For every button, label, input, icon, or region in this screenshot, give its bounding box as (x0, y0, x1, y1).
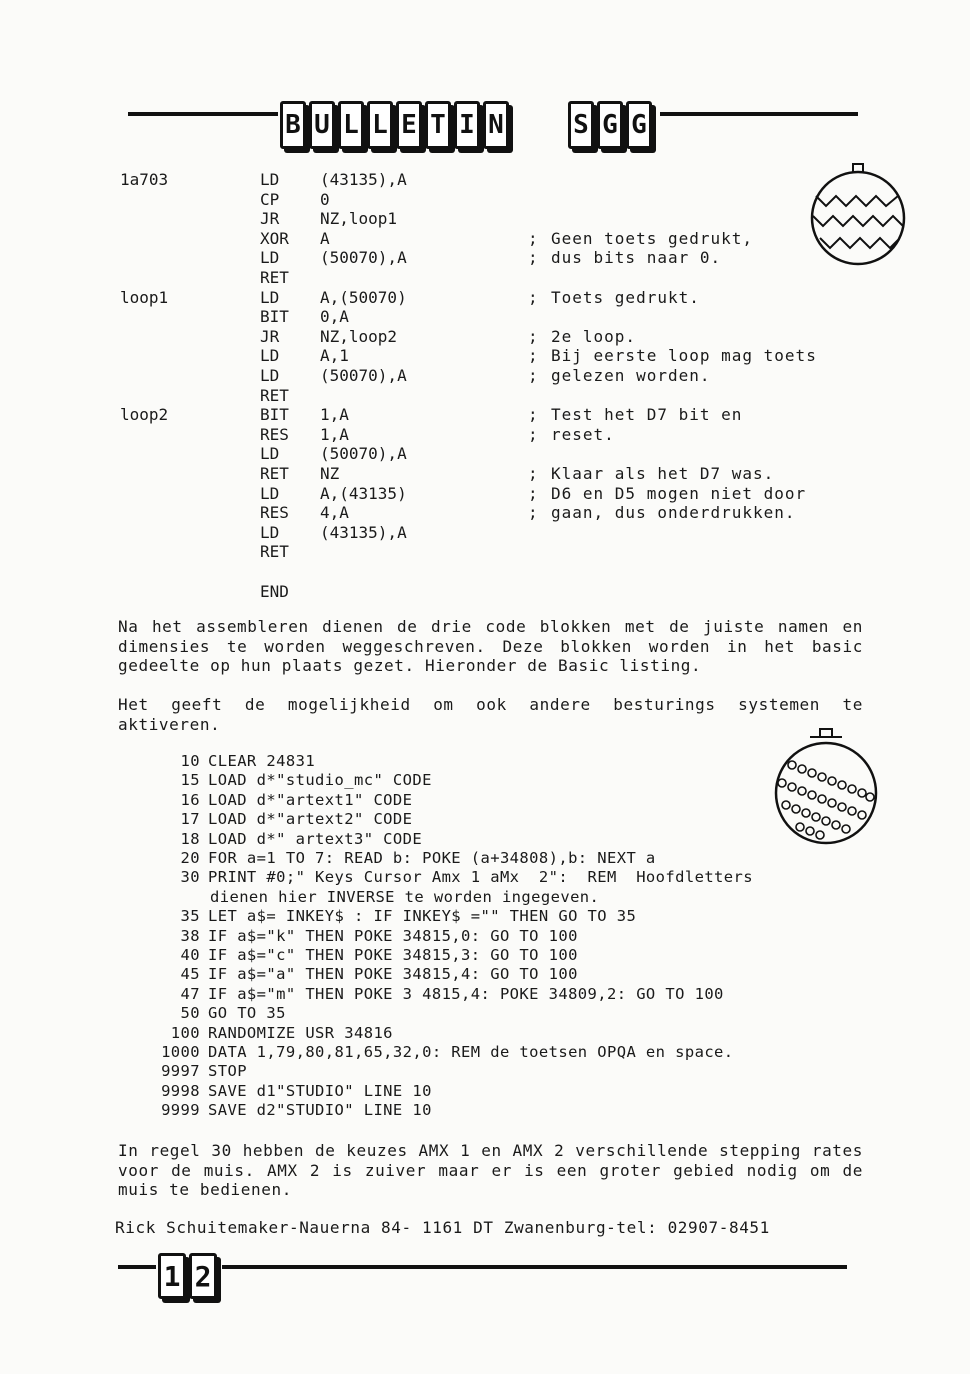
basic-line-number: 9999 (161, 1101, 200, 1120)
asm-comment-marker: ; (528, 287, 538, 307)
basic-line-number: 40 (180, 946, 200, 964)
basic-line (150, 985, 724, 1005)
asm-operand: 0 (320, 189, 330, 209)
asm-line (0, 484, 970, 504)
paragraph-assembly-note: Na het assembleren dienen de drie code blokken met de juiste namen en dimensies te worden weggeschreven. Deze blokken worden in het basic gedeelte op hun plaats gezet. Hieronder de Basic listing. (118, 617, 863, 675)
basic-statement: LOAD d*" artext3" CODE (208, 829, 423, 848)
asm-opcode: LD (260, 170, 280, 189)
basic-line-number: 18 (180, 829, 200, 848)
letter-tile: 1 (158, 1253, 186, 1299)
basic-statement: LOAD d*"studio_mc" CODE (208, 771, 432, 790)
asm-opcode: XOR (260, 228, 289, 248)
basic-statement: CLEAR 24831 (208, 752, 316, 770)
basic-line (150, 771, 432, 791)
letter-tile: G (626, 101, 652, 149)
asm-opcode: END (260, 581, 289, 601)
basic-line-number: 20 (180, 849, 200, 867)
asm-opcode: RET (260, 385, 289, 405)
asm-comment-marker: ; (528, 228, 538, 248)
asm-operand: 1,A (320, 424, 349, 444)
asm-line (0, 327, 970, 347)
basic-line (150, 907, 636, 927)
asm-comment: Test het D7 bit en (551, 405, 743, 425)
basic-line-number: 38 (180, 926, 200, 945)
basic-line (150, 752, 315, 772)
asm-line (0, 542, 970, 562)
basic-line-number: 50 (180, 1004, 200, 1023)
bulletin-title (280, 101, 509, 149)
asm-opcode: LD (260, 248, 280, 268)
asm-opcode: LD (260, 522, 280, 542)
basic-statement: IF a$="k" THEN POKE 34815,0: GO TO 100 (208, 926, 578, 945)
basic-statement: RANDOMIZE USR 34816 (208, 1023, 393, 1042)
basic-statement: GO TO 35 (208, 1004, 286, 1023)
basic-line-number: 17 (180, 810, 200, 829)
basic-statement: LOAD d*"artext1" CODE (208, 790, 413, 809)
asm-comment-marker: ; (528, 346, 538, 366)
basic-statement: SAVE d2"STUDIO" LINE 10 (208, 1101, 432, 1120)
basic-line (150, 1024, 393, 1044)
basic-line-number: 35 (180, 907, 200, 926)
sgg-logo (568, 101, 652, 149)
asm-comment: Geen toets gedrukt, (551, 228, 754, 248)
asm-opcode: LD (260, 444, 280, 464)
asm-comment: Bij eerste loop mag toets (551, 346, 817, 366)
basic-line (150, 830, 422, 850)
asm-opcode: CP (260, 189, 280, 209)
header-rule-left (128, 112, 278, 116)
basic-line-number: 15 (180, 771, 200, 790)
basic-statement: LET a$= INKEY$ : IF INKEY$ ="" THEN GO TO 35 (208, 907, 637, 926)
christmas-bauble-circles-icon (770, 725, 880, 850)
asm-line (0, 288, 970, 308)
asm-operand: NZ,loop1 (320, 209, 398, 229)
asm-opcode: LD (260, 346, 280, 366)
asm-operand: A,1 (320, 346, 349, 366)
asm-opcode: JR (260, 326, 280, 346)
basic-statement: FOR a=1 TO 7: READ b: POKE (a+34808),b: NEXT a (208, 849, 656, 867)
asm-operand: (50070),A (320, 248, 407, 268)
basic-line (150, 946, 578, 966)
basic-line (210, 888, 599, 908)
asm-comment: dus bits naar 0. (551, 248, 722, 268)
asm-label: loop1 (120, 287, 169, 307)
asm-operand: (50070),A (320, 366, 407, 385)
letter-tile: N (483, 101, 509, 149)
asm-operand: (50070),A (320, 444, 407, 464)
basic-line (150, 791, 412, 811)
basic-statement: LOAD d*"artext2" CODE (208, 810, 413, 829)
asm-opcode: BIT (260, 405, 289, 425)
asm-opcode: LD (260, 366, 280, 385)
asm-line (0, 464, 970, 484)
basic-line-number: 9998 (161, 1081, 200, 1100)
asm-opcode: RES (260, 503, 289, 523)
basic-line (150, 927, 578, 947)
paragraph-besturings: Het geeft de mogelijkheid om ook andere besturings systemen te aktiveren. (118, 695, 863, 734)
author-footer: Rick Schuitemaker-Nauerna 84- 1161 DT Zwanenburg-tel: 02907-8451 (115, 1218, 770, 1237)
asm-comment: Klaar als het D7 was. (551, 464, 775, 483)
basic-line (150, 868, 753, 888)
asm-line (0, 523, 970, 543)
basic-line-number: 10 (180, 752, 200, 770)
basic-line (150, 1062, 247, 1082)
header-rule-right (660, 112, 858, 116)
asm-opcode: RET (260, 542, 289, 562)
basic-line-number: 47 (180, 984, 200, 1003)
asm-opcode: LD (260, 287, 280, 307)
letter-tile: S (568, 101, 594, 149)
asm-opcode: RET (260, 268, 289, 287)
asm-line (0, 386, 970, 406)
basic-statement: dienen hier INVERSE te worden ingegeven. (210, 887, 600, 906)
asm-operand: A (320, 228, 330, 248)
asm-comment-marker: ; (528, 366, 538, 385)
asm-comment: 2e loop. (551, 326, 637, 346)
basic-line-number: 30 (180, 868, 200, 887)
letter-tile: T (425, 101, 451, 149)
basic-line-number: 1000 (161, 1043, 200, 1061)
asm-line (0, 425, 970, 445)
basic-line-number: 45 (180, 965, 200, 984)
asm-label: loop2 (120, 405, 169, 425)
asm-opcode: JR (260, 209, 280, 229)
asm-line (0, 307, 970, 327)
basic-statement: STOP (208, 1062, 247, 1081)
basic-statement: IF a$="a" THEN POKE 34815,4: GO TO 100 (208, 965, 578, 984)
asm-opcode: RES (260, 424, 289, 444)
letter-tile: L (367, 101, 393, 149)
basic-statement: SAVE d1"STUDIO" LINE 10 (208, 1081, 432, 1100)
asm-comment-marker: ; (528, 464, 538, 483)
basic-line (150, 849, 656, 869)
basic-line-number: 100 (170, 1023, 200, 1042)
asm-operand: 1,A (320, 405, 349, 425)
asm-opcode: RET (260, 464, 289, 483)
letter-tile: L (338, 101, 364, 149)
asm-comment-marker: ; (528, 503, 538, 523)
letter-tile: I (454, 101, 480, 149)
basic-line (150, 1004, 286, 1024)
basic-statement: IF a$="c" THEN POKE 34815,3: GO TO 100 (208, 946, 578, 964)
asm-line (0, 562, 970, 582)
asm-comment: D6 en D5 mogen niet door (551, 483, 807, 503)
asm-operand: 4,A (320, 503, 349, 523)
basic-statement: PRINT #0;" Keys Cursor Amx 1 aMx 2": REM Hoofdletters (208, 868, 753, 887)
basic-line (150, 1043, 734, 1063)
asm-operand: NZ,loop2 (320, 326, 398, 346)
basic-line (150, 810, 412, 830)
letter-tile: B (280, 101, 306, 149)
asm-line (0, 582, 970, 602)
christmas-bauble-zigzag-icon (800, 160, 910, 270)
asm-comment-marker: ; (528, 326, 538, 346)
asm-operand: (43135),A (320, 522, 407, 542)
asm-comment-marker: ; (528, 405, 538, 425)
basic-line (150, 1101, 432, 1121)
footer-rule-left (118, 1265, 156, 1269)
asm-comment-marker: ; (528, 483, 538, 503)
basic-line-number: 16 (180, 790, 200, 809)
asm-comment-marker: ; (528, 424, 538, 444)
asm-comment: Toets gedrukt. (551, 287, 700, 307)
letter-tile: U (309, 101, 335, 149)
letter-tile: 2 (189, 1253, 217, 1299)
letter-tile: E (396, 101, 422, 149)
asm-opcode: LD (260, 483, 280, 503)
paragraph-stepping: In regel 30 hebben de keuzes AMX 1 en AMX 2 verschillende stepping rates voor de muis. AMX 2 is zuiver maar er is een groter gebied nodig om de muis te bedienen. (118, 1141, 863, 1199)
asm-operand: A,(50070) (320, 287, 407, 307)
asm-comment: reset. (551, 424, 615, 444)
asm-operand: (43135),A (320, 170, 407, 189)
basic-line-number: 9997 (161, 1062, 200, 1081)
page-number (158, 1253, 217, 1299)
basic-line (150, 1082, 432, 1102)
asm-label: 1a703 (120, 170, 169, 189)
asm-line (0, 444, 970, 464)
asm-comment: gelezen worden. (551, 366, 711, 385)
basic-statement: IF a$="m" THEN POKE 3 4815,4: POKE 34809,2: GO TO 100 (208, 984, 724, 1003)
asm-line (0, 366, 970, 386)
basic-line (150, 965, 578, 985)
asm-operand: 0,A (320, 307, 349, 327)
asm-operand: A,(43135) (320, 483, 407, 503)
asm-line (0, 503, 970, 523)
asm-line (0, 268, 970, 288)
letter-tile: G (597, 101, 623, 149)
asm-line (0, 405, 970, 425)
basic-statement: DATA 1,79,80,81,65,32,0: REM de toetsen OPQA en space. (208, 1043, 734, 1061)
asm-line (0, 346, 970, 366)
footer-rule-right (222, 1265, 847, 1269)
asm-opcode: BIT (260, 307, 289, 327)
asm-comment-marker: ; (528, 248, 538, 268)
asm-operand: NZ (320, 464, 340, 483)
asm-comment: gaan, dus onderdrukken. (551, 503, 796, 523)
